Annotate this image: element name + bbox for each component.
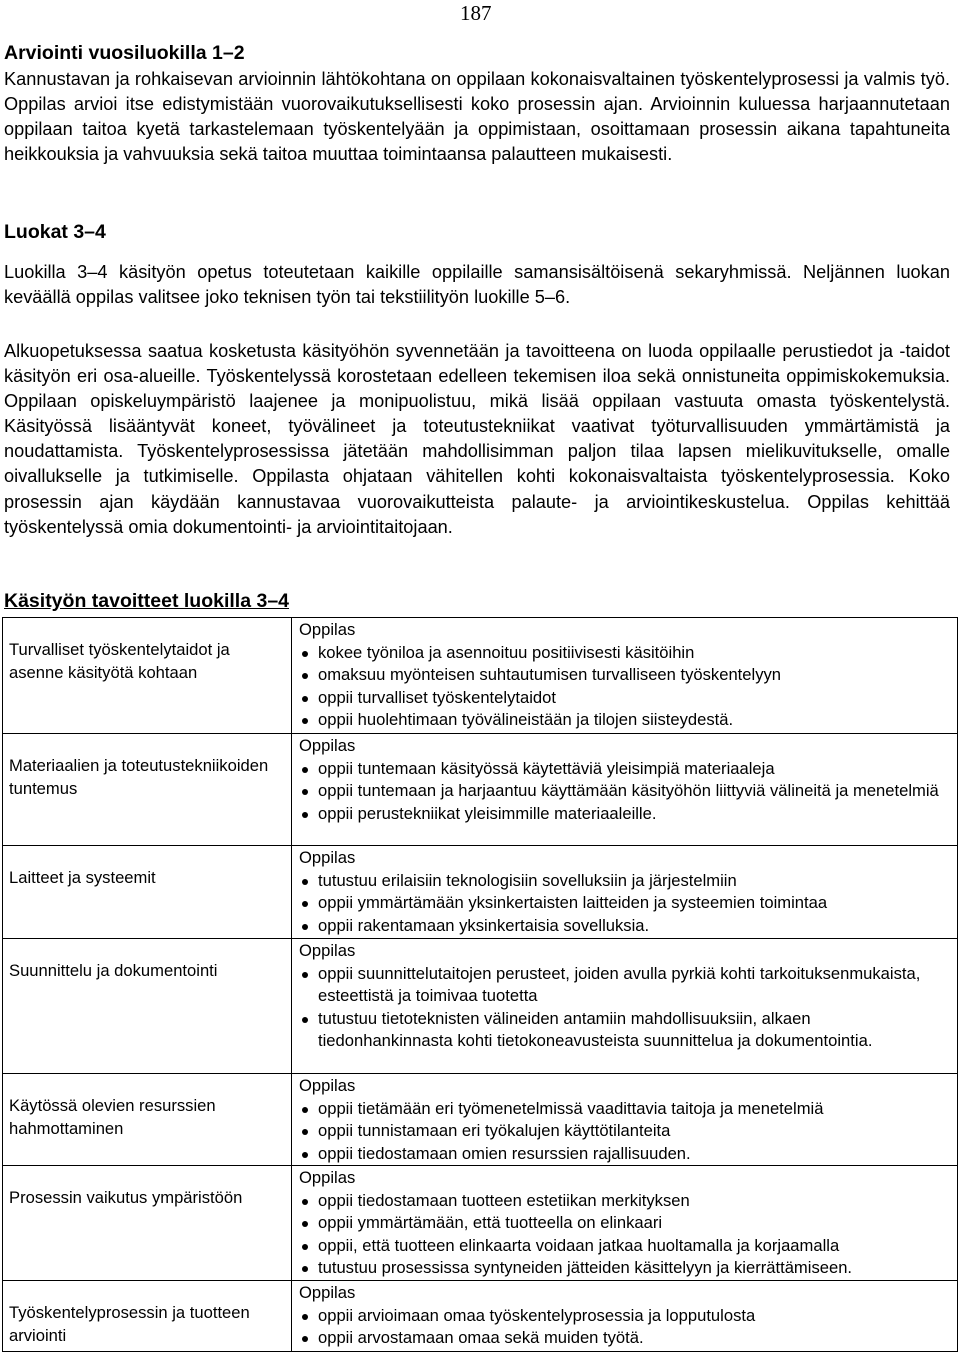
goal-list-item-text: tutustuu prosessissa syntyneiden jätteiden käsittelyyn ja kierrättämiseen. [318,1258,853,1277]
goal-row [3,734,958,846]
goal-list-item [298,963,949,1008]
bullet-icon [302,1152,308,1158]
goal-list-item [298,915,949,938]
goals-table-body [3,618,958,1352]
goal-lead-label: Oppilas [299,1168,356,1187]
bullet-icon [302,1129,308,1135]
bullet-icon [302,924,308,930]
goal-list [298,1305,949,1350]
bullet-icon [302,1314,308,1320]
section-heading-grades-3-4: Luokat 3–4 [4,221,106,243]
goal-list-item-text: oppii perustekniikat yleisimmille materiaaleille. [318,803,657,823]
goal-area: Turvalliset työskentelytaidot ja asenne käsityötä kohtaan [3,618,292,734]
bullet-icon [302,1107,308,1113]
bullet-icon [302,1221,308,1227]
intro-paragraph: Luokilla 3–4 käsityön opetus toteutetaan kaikille oppilaille samansisältöisenä sekaryhmissä. Neljännen luokan keväällä oppilas valitsee joko teknisen työn tai tekstiilityön luokille 5–6. [4,262,950,308]
goal-list-item-text: oppii arvostamaan omaa sekä muiden työtä. [318,1328,644,1347]
goal-list-item-text: oppii tunnistamaan eri työkalujen käyttötilanteita [318,1121,671,1140]
goal-list-item-text: tutustuu tietoteknisten välineiden antamiin mahdollisuuksiin, alkaen tiedonhankinnasta kohti tietokoneavusteista suunnittelua ja dokumentointia. [318,1008,873,1050]
goal-row [3,939,958,1074]
goal-list-item-text: oppii tuntemaan ja harjaantuu käyttämään käsityöhön liittyviä välineitä ja menetelmiä [318,781,939,800]
goal-list-item-text: oppii tuntemaan käsityössä käytettäviä yleisimpiä materiaaleja [318,758,775,778]
bullet-icon [302,1199,308,1205]
goal-list-item [298,803,949,826]
goal-list-item-text: omaksuu myönteisen suhtautumisen turvalliseen työskentelyyn [318,665,782,684]
goal-lead-label: Oppilas [299,620,356,639]
bullet-icon [302,812,308,818]
goal-details [292,1074,958,1166]
section-heading-grades-1-2: Arviointi vuosiluokilla 1–2 [4,42,245,64]
goal-list-item [298,1257,949,1280]
goal-lead-label: Oppilas [299,941,356,960]
bullet-icon [302,696,308,702]
goal-row [3,846,958,939]
bullet-icon [302,767,308,773]
goal-details [292,1166,958,1281]
goal-list [298,963,949,1053]
teaching-paragraph: Alkuopetuksessa saatua kosketusta käsityöhön syvennetään ja tavoitteena on luoda oppilaalle perustiedot ja -taidot käsityön eri osa-alueille. Työskentelyssä korostetaan edelleen tekemisen iloa sekä onnistuneita oppimiskokemuksia. Oppilaan opiskeluympäristö laajenee ja monipuolistuu, mikä lisää oppilaan vastuuta omasta työskentelystä. Käsityössä lisääntyvät koneet, työvälineet ja toteutustekniikat vaativat työturvallisuuden ymmärtämistä ja noudattamista. Työskentelyprosessissa jätetään mahdollisimman paljon tilaa lapsen mielikuvitukselle, omalle oivallukselle ja tutkimiselle. Oppilasta ohjataan vähitellen kohti kokonaisvaltaista työskentelyprosessia. Koko prosessin ajan käydään kannustavaa vuorovaikutteista palaute- ja arviointikeskustelua. Oppilas kehittää työskentelyssä omia dokumentointi- ja arviointitaitojaan. [4,341,950,537]
goal-area: Työskentelyprosessin ja tuotteen arviointi [3,1281,292,1352]
goal-list-item [298,642,949,665]
goal-area: Käytössä olevien resurssien hahmottaminen [3,1074,292,1166]
goal-list-item [298,758,949,781]
goal-list-item [298,1190,949,1213]
goal-list-item [298,870,949,893]
goal-area: Laitteet ja systeemit [3,846,292,939]
goal-list [298,758,949,826]
goal-row [3,1166,958,1281]
goal-list [298,870,949,938]
goal-list-item [298,709,949,732]
goal-area: Materiaalien ja toteutustekniikoiden tuntemus [3,734,292,846]
bullet-icon [302,901,308,907]
goal-list [298,1098,949,1166]
goal-details [292,846,958,939]
goal-list [298,1190,949,1280]
bullet-icon [302,879,308,885]
bullet-icon [302,972,308,978]
goal-list-item-text: oppii tiedostamaan omien resurssien rajallisuuden. [318,1143,691,1163]
goal-list-item-text: oppii ymmärtämään yksinkertaisten laitteiden ja systeemien toimintaa [318,893,828,912]
goal-details [292,939,958,1074]
goal-list-item [298,1008,949,1053]
goals-table [2,617,958,1352]
bullet-icon [302,1336,308,1342]
goal-lead-label: Oppilas [299,848,356,867]
goal-row [3,1074,958,1166]
goal-list-item [298,1327,949,1350]
goal-lead-label: Oppilas [299,736,356,755]
goal-area: Prosessin vaikutus ympäristöön [3,1166,292,1281]
goal-list-item [298,1098,949,1121]
goal-list-item-text: oppii tietämään eri työmenetelmissä vaadittavia taitoja ja menetelmiä [318,1098,824,1118]
goal-list-item [298,780,949,803]
goal-list-item-text: oppii huolehtimaan työvälineistään ja tilojen siisteydestä. [318,710,734,729]
goals-heading: Käsityön tavoitteet luokilla 3–4 [4,590,290,612]
goal-list-item [298,892,949,915]
goal-list-item-text: tutustuu erilaisiin teknologisiin sovelluksiin ja järjestelmiin [318,870,737,890]
goal-list-item-text: oppii arvioimaan omaa työskentelyprosessia ja lopputulosta [318,1305,756,1325]
goal-list-item [298,1212,949,1235]
goal-list-item [298,1235,949,1258]
goal-details [292,618,958,734]
goal-lead-label: Oppilas [299,1283,356,1302]
page-number: 187 [460,1,492,25]
goal-area: Suunnittelu ja dokumentointi [3,939,292,1074]
goal-list [298,642,949,732]
goal-list-item-text: oppii suunnittelutaitojen perusteet, joiden avulla pyrkiä kohti tarkoituksenmukaista, esteettistä ja toimivaa tuotetta [318,963,921,1005]
goal-list-item [298,1143,949,1166]
goal-details [292,1281,958,1352]
goal-list-item-text: oppii tiedostamaan tuotteen estetiikan merkityksen [318,1190,690,1210]
goal-list-item-text: oppii, että tuotteen elinkaarta voidaan jatkaa huoltamalla ja korjaamalla [318,1235,840,1255]
bullet-icon [302,673,308,679]
goal-list-item-text: oppii turvalliset työskentelytaidot [318,687,556,707]
goal-list-item [298,664,949,687]
assessment-paragraph: Kannustavan ja rohkaisevan arvioinnin lähtökohtana on oppilaan kokonaisvaltainen työskentelyprosessi ja valmis työ. Oppilas arvioi itse edistymistään vuorovaikutuksellisesti koko prosessin ajan. Arvioinnin kuluessa harjaannutetaan oppilaan taitoa kyetä tarkastelemaan työskentelyään ja oppimistaan, osoittamaan prosessin aikana tapahtuneita heikkouksia ja vahvuuksia sekä taitoa muuttaa toimintaansa palautteen mukaisesti. [4,69,950,165]
goal-row [3,618,958,734]
goal-list-item [298,1305,949,1328]
bullet-icon [302,1017,308,1023]
bullet-icon [302,789,308,795]
bullet-icon [302,1266,308,1272]
bullet-icon [302,718,308,724]
bullet-icon [302,651,308,657]
goal-list-item-text: oppii rakentamaan yksinkertaisia sovelluksia. [318,915,650,935]
goal-list-item-text: oppii ymmärtämään, että tuotteella on elinkaari [318,1213,663,1232]
goal-list-item-text: kokee työniloa ja asennoituu positiivisesti käsitöihin [318,642,695,662]
goal-lead-label: Oppilas [299,1076,356,1095]
goal-list-item [298,1120,949,1143]
bullet-icon [302,1244,308,1250]
goal-details [292,734,958,846]
goal-row [3,1281,958,1352]
goal-list-item [298,687,949,710]
